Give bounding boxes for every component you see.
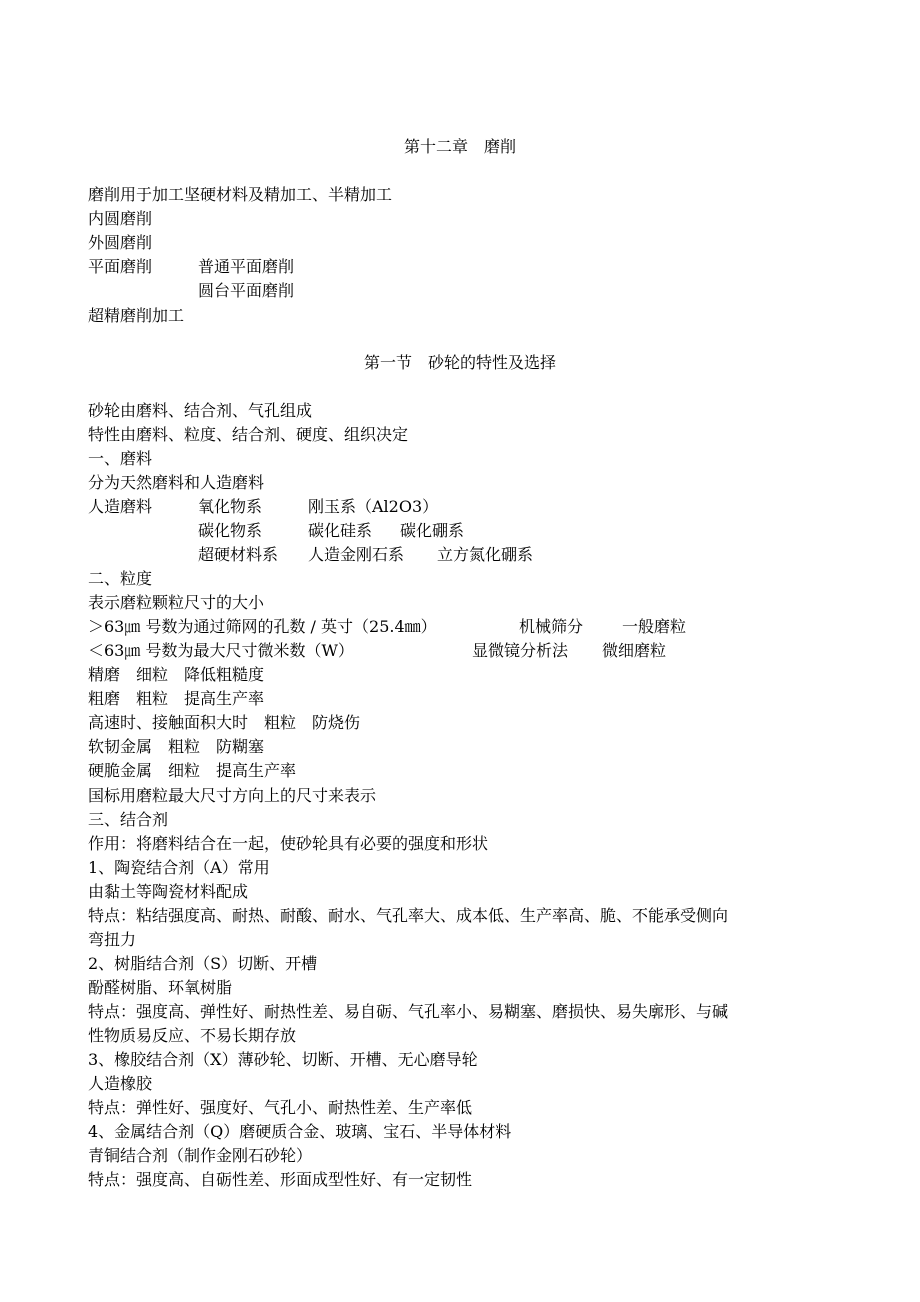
text-line: 青铜结合剂（制作金刚石砂轮）: [88, 1146, 313, 1165]
text-segment: 碳化硅系: [308, 521, 373, 540]
text-line: 特点：强度高、弹性好、耐热性差、易自砺、气孔率小、易糊塞、磨损快、易失廓形、与碱: [88, 1002, 729, 1021]
text-line: 3、橡胶结合剂（X）薄砂轮、切断、开槽、无心磨导轮: [88, 1050, 478, 1069]
text-line: 砂轮由磨料、结合剂、气孔组成: [88, 401, 313, 420]
text-line: 内圆磨削: [88, 209, 153, 228]
section-title: 第一节 砂轮的特性及选择: [363, 353, 556, 372]
text-line: 精磨 细粒 降低粗糙度: [88, 665, 265, 684]
text-line: 特点：强度高、自砺性差、形面成型性好、有一定韧性: [88, 1170, 473, 1189]
text-segment: 超硬材料系: [198, 545, 279, 564]
text-line: 磨削用于加工坚硬材料及精加工、半精加工: [88, 185, 393, 204]
subheading: 二、粒度: [88, 569, 153, 588]
text-segment: 机械筛分: [519, 617, 584, 636]
text-line: 人造磨料: [88, 497, 153, 516]
subheading: 三、结合剂: [88, 810, 169, 829]
text-segment: 圆台平面磨削: [198, 281, 295, 300]
text-segment: 微细磨粒: [602, 641, 667, 660]
text-line: 平面磨削: [88, 257, 153, 276]
text-segment: 显微镜分析法: [472, 641, 569, 660]
text-line: 4、金属结合剂（Q）磨硬质合金、玻璃、宝石、半导体材料: [88, 1122, 512, 1141]
text-line: 国标用磨粒最大尺寸方向上的尺寸来表示: [88, 786, 377, 805]
text-segment: 碳化物系: [198, 521, 263, 540]
text-line: 人造橡胶: [88, 1074, 153, 1093]
text-line: 高速时、接触面积大时 粗粒 防烧伤: [88, 713, 361, 732]
text-line: 作用：将磨料结合在一起，使砂轮具有必要的强度和形状: [88, 834, 489, 853]
chapter-title: 第十二章 磨削: [403, 137, 516, 156]
text-line: 2、树脂结合剂（S）切断、开槽: [88, 954, 318, 973]
text-line: ＞63㎛ 号数为通过筛网的孔数 / 英寸（25.4㎜）: [88, 617, 437, 636]
text-line: 粗磨 粗粒 提高生产率: [88, 689, 265, 708]
text-segment: 氧化物系: [198, 497, 263, 516]
text-line: 外圆磨削: [88, 233, 153, 252]
text-segment: 一般磨粒: [622, 617, 687, 636]
text-line: 超精磨削加工: [88, 306, 185, 325]
text-line: 软韧金属 粗粒 防糊塞: [88, 737, 265, 756]
text-line: 特点：弹性好、强度好、气孔小、耐热性差、生产率低: [88, 1098, 473, 1117]
text-segment: 立方氮化硼系: [437, 545, 534, 564]
text-line: 表示磨粒颗粒尺寸的大小: [88, 593, 265, 612]
text-segment: 普通平面磨削: [198, 257, 295, 276]
text-line: 分为天然磨料和人造磨料: [88, 473, 265, 492]
text-line: 特性由磨料、粒度、结合剂、硬度、组织决定: [88, 425, 409, 444]
text-segment: 刚玉系（Al2O3）: [308, 497, 439, 516]
text-line: 性物质易反应、不易长期存放: [88, 1026, 297, 1045]
text-segment: 人造金刚石系: [308, 545, 405, 564]
text-line: ＜63㎛ 号数为最大尺寸微米数（W）: [88, 641, 354, 660]
subheading: 一、磨料: [88, 449, 153, 468]
text-line: 特点：粘结强度高、耐热、耐酸、耐水、气孔率大、成本低、生产率高、脆、不能承受侧向: [88, 906, 729, 925]
text-line: 由黏土等陶瓷材料配成: [88, 882, 249, 901]
text-line: 酚醛树脂、环氧树脂: [88, 978, 233, 997]
text-line: 硬脆金属 细粒 提高生产率: [88, 761, 297, 780]
text-line: 1、陶瓷结合剂（A）常用: [88, 858, 270, 877]
text-segment: 碳化硼系: [400, 521, 465, 540]
text-line: 弯扭力: [88, 930, 137, 949]
